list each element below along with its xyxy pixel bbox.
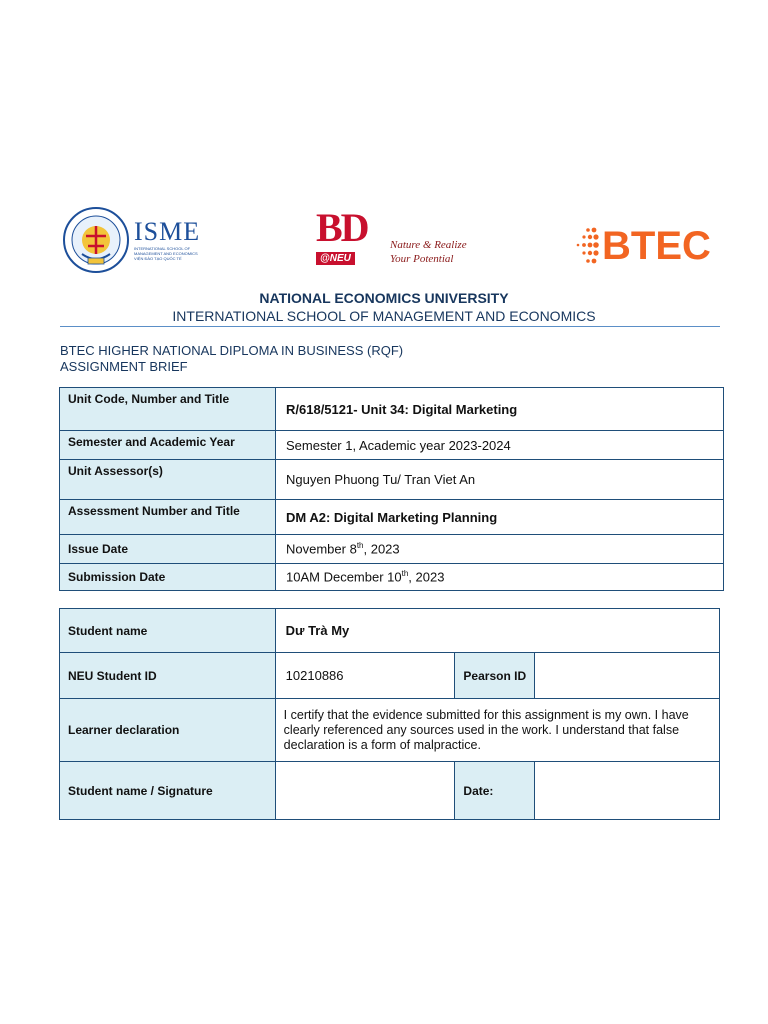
issue-date-value: November 8th, 2023: [276, 535, 724, 564]
unit-info-table: [59, 387, 724, 591]
assessor-label: Unit Assessor(s): [60, 460, 276, 500]
table-row: [60, 535, 724, 564]
learner-declaration-text: I certify that the evidence submitted for this assignment is my own. I have clearly referenced any sources used in the work. I understand that false declaration is a form of malpractice.: [275, 699, 719, 762]
signature-label: Student name / Signature: [60, 762, 276, 820]
signature-field[interactable]: [275, 762, 455, 820]
student-id-label: NEU Student ID: [60, 653, 276, 699]
unit-code-value: R/618/5121- Unit 34: Digital Marketing: [276, 388, 724, 431]
neu-seal-logo: [62, 206, 130, 274]
logo-row: [62, 204, 722, 274]
diploma-title: BTEC HIGHER NATIONAL DIPLOMA IN BUSINESS (RQF): [60, 343, 404, 358]
submission-date-label: Submission Date: [60, 564, 276, 591]
assessment-value: DM A2: Digital Marketing Planning: [276, 500, 724, 535]
student-name-value: Dư Trà My: [275, 609, 719, 653]
table-row: [60, 653, 720, 699]
learner-declaration-label: Learner declaration: [60, 699, 276, 762]
table-row: [60, 564, 724, 591]
semester-value: Semester 1, Academic year 2023-2024: [276, 431, 724, 460]
btec-logo: BTEC: [574, 224, 711, 268]
issue-date-label: Issue Date: [60, 535, 276, 564]
pearson-id-label: Pearson ID: [455, 653, 535, 699]
header-divider: [60, 326, 720, 327]
table-row: [60, 762, 720, 820]
university-name: NATIONAL ECONOMICS UNIVERSITY: [259, 290, 509, 306]
btec-dots-icon: [574, 226, 600, 266]
isme-logo: ISME INTERNATIONAL SCHOOL OF MANAGEMENT AND ECONOMICS VIỆN ĐÀO TẠO QUỐC TẾ: [134, 217, 201, 261]
ibd-tagline: Nature & Realize Your Potential: [390, 239, 467, 265]
table-row: [60, 460, 724, 500]
pearson-id-field[interactable]: [535, 653, 720, 699]
assessor-value: Nguyen Phuong Tu/ Tran Viet An: [276, 460, 724, 500]
student-name-label: Student name: [60, 609, 276, 653]
date-label: Date:: [455, 762, 535, 820]
student-id-value: 10210886: [275, 653, 455, 699]
date-field[interactable]: [535, 762, 720, 820]
table-row: [60, 609, 720, 653]
semester-label: Semester and Academic Year: [60, 431, 276, 460]
ibd-neu-logo: BD @NEU: [316, 205, 368, 264]
school-name: INTERNATIONAL SCHOOL OF MANAGEMENT AND ECONOMICS: [172, 308, 596, 324]
assessment-label: Assessment Number and Title: [60, 500, 276, 535]
submission-date-value: 10AM December 10th, 2023: [276, 564, 724, 591]
unit-code-label: Unit Code, Number and Title: [60, 388, 276, 431]
table-row: [60, 431, 724, 460]
table-row: [60, 388, 724, 431]
table-row: [60, 699, 720, 762]
table-row: [60, 500, 724, 535]
document-type: ASSIGNMENT BRIEF: [60, 359, 188, 374]
student-info-table: [59, 608, 720, 820]
